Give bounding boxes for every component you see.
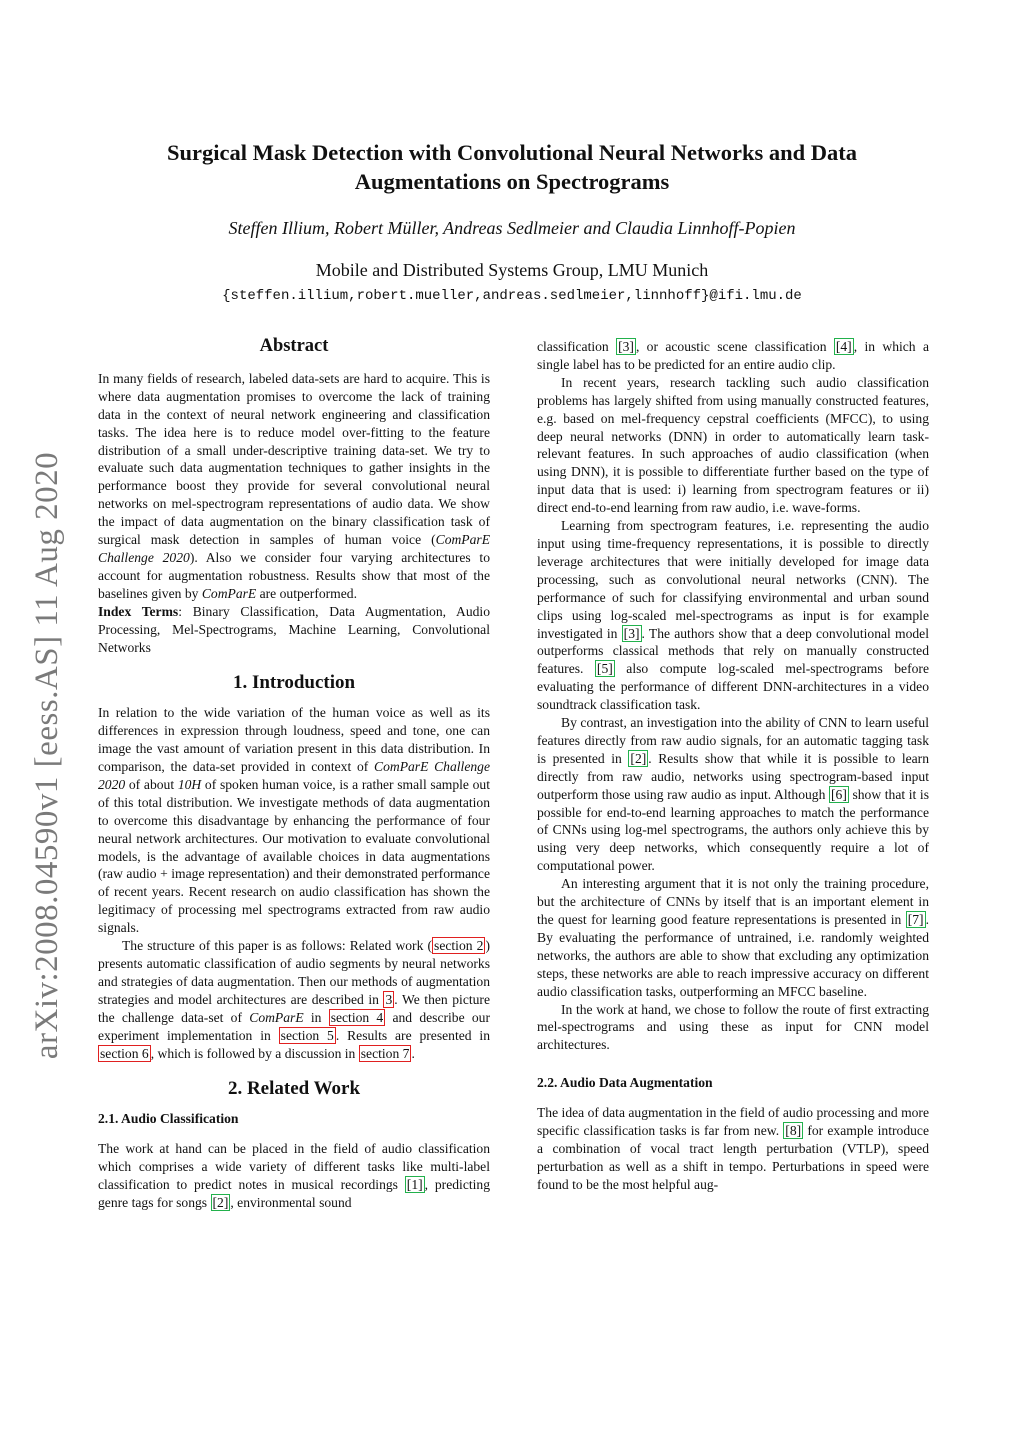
citation-8-link[interactable]: [8] <box>785 1123 802 1139</box>
related-paragraph-5: An interesting argument that it is not only the training procedure, but the architecture of CNNs by itself that is an important element in the quest for learning good feature representations is presented in [7] . By evaluating the performance of untrained, i.e. randomly weighted networks, the authors are able to show that excluding any optimization steps, these networks are able to reach impressive accuracy on different audio classification tasks, outperforming an MFCC baseline. <box>537 876 929 999</box>
citation-4-link[interactable]: [4] <box>835 339 852 354</box>
section-2-link[interactable]: section 2 <box>434 938 484 954</box>
related-paragraph-2: In recent years, research tackling such audio classification problems has largely shifted from using manually constructed features, e.g. based on mel-frequency cepstral coefficients (MFCC), to using deep neural networks (DNN) in order to automatically learn task-relevant features. In such approaches of audio classification (when using DNN), it is possible to differentiate further based on the type of input data that is used: i) learning from spectrogram features or ii) direct end-to-end learning from raw audio, i.e. wave-forms. <box>537 374 929 516</box>
author-list: Steffen Illium, Robert Müller, Andreas Sedlmeier and Claudia Linnhoff-Popien <box>228 218 796 238</box>
section-heading-related-work: 2. Related Work <box>227 1078 361 1100</box>
related-paragraph-1: The work at hand can be placed in the field of audio classification which comprises a wide variety of different tasks like multi-label classification to predict notes in musical recordings [1] , predicting genre tags for songs [2] , environmental sound <box>98 1141 490 1210</box>
citation-1-link[interactable]: [1] <box>406 1177 423 1193</box>
related-paragraph-6: In the work at hand, we chose to follow the route of first extracting mel-spectrograms and using these as input for CNN model architectures. <box>537 1001 929 1053</box>
arxiv-id-text: arXiv:2008.04590v1 [eess.AS] 11 Aug 2020 <box>29 451 66 1059</box>
section-heading-introduction: 1. Introduction <box>232 672 356 694</box>
related-paragraph-4: By contrast, an investigation into the ability of CNN to learn useful features directly from raw audio signals, for an automatic tagging task is presented in [2] . Results show that while it is possible to learn directly from raw audio, networks using spectrogram-based input outperform those using raw audio as input. Although [6] show that it is possible for end-to-end learning approaches to match the performance of CNNs using log-mel spectrograms, the authors only achieve this by using very deep networks, which consequently require a lot of computational power. <box>537 715 929 874</box>
citation-7-link[interactable]: [7] <box>907 912 924 927</box>
citation-2-link[interactable]: [2] <box>630 750 647 766</box>
left-column <box>98 338 490 1212</box>
affiliation: Mobile and Distributed Systems Group, LMU Munich <box>315 260 709 280</box>
citation-2-link[interactable]: [2] <box>212 1194 229 1210</box>
paper-title: Surgical Mask Detection with Convolutional Neural Networks and Data Augmentations on Spectrograms <box>167 140 857 194</box>
section-3-link[interactable]: 3 <box>385 991 393 1007</box>
citation-3-link[interactable]: [3] <box>618 339 634 354</box>
right-column <box>537 338 929 1194</box>
citation-5-link[interactable]: [5] <box>596 661 613 677</box>
related-paragraph-3: Learning from spectrogram features, i.e. representing the audio input using time-frequency representations, it is possible to directly leverage architectures that were initially developed for image data processing, such as convolutional neural networks (CNN). The performance of such for classifying environmental and urban sound clips using log-scaled mel-spectrograms as input is for example investigated in [3] . The authors show that a deep convolutional model outperforms classical methods that rely on manually constructed features. [5] also compute log-scaled mel-spectrograms before evaluating the performance of different DNN-architectures in a video soundtrack classification task. <box>537 518 929 713</box>
section-5-link[interactable]: section 5 <box>280 1027 334 1043</box>
author-emails: {steffen.illium,robert.mueller,andreas.sedlmeier,linnhoff}@ifi.lmu.de <box>222 288 802 304</box>
citation-3-link[interactable]: [3] <box>623 625 640 641</box>
intro-paragraph-2: The structure of this paper is as follows: Related work ( section 2 ) presents automatic classification of audio segments by neural networks and strategies of data augmentation. Then our methods of augmentation strategies and model architectures are described in 3 . We then picture the challenge data-set of ComParE in section 4 and describe our experiment implementation in section 5 . Results are presented in section 6 , which is followed by a discussion in section 7 . <box>98 938 491 1061</box>
subsection-heading-audio-classification: 2.1. Audio Classification <box>98 1111 239 1127</box>
arxiv-identifier <box>18 440 78 1070</box>
section-6-link[interactable]: section 6 <box>100 1045 149 1061</box>
intro-paragraph-1: In relation to the wide variation of the human voice as well as its differences in expression through loudness, speed and tone, one can image the vast amount of variation present in this data distribution. In comparison, the data-set provided in context of ComParE Challenge 2020 of about 10H of spoken human voice, is a rather small sample out of this total distribution. We investigate methods of data augmentation to overcome this disadvantage by enhancing the performance of four neural network architectures. Our motivation to evaluate convolutional models, is the advantage of available choices in data augmentations (raw audio + image representation) and their demonstrated performance of recent years. Recent research on audio classification has shown the legitimacy of processing mel spectrograms extracted from raw audio signals. <box>98 705 490 936</box>
abstract-body: In many fields of research, labeled data-sets are hard to acquire. This is where data augmentation promises to overcome the lack of training data in the context of neural network engineering and classification tasks. The idea here is to reduce model over-fitting to the feature distribution of a small under-descriptive training data-set. We try to evaluate such data augmentation techniques to gather insights in the performance boost they provide for several convolutional neural networks on mel-spectrogram representations of audio data. We show the impact of data augmentation on the binary classification task of surgical mask detection in samples of human voice (ComParE Challenge 2020). Also we consider four varying architectures to account for augmentation robustness. Results show that most of the baselines given by ComParE are outperformed. <box>98 370 490 601</box>
section-4-link[interactable]: section 4 <box>330 1009 384 1025</box>
related-paragraph-1-cont: classification [3] , or acoustic scene classification [4] , in which a single label has to be predicted for an entire audio clip. <box>537 339 929 372</box>
citation-6-link[interactable]: [6] <box>831 786 847 802</box>
section-7-link[interactable]: section 7 <box>360 1045 410 1061</box>
subsection-heading-audio-data-augmentation: 2.2. Audio Data Augmentation <box>537 1075 713 1091</box>
augmentation-paragraph-1: The idea of data augmentation in the field of audio processing and more specific classification tasks is far from new. [8] for example introduce a combination of vocal tract length perturbation (VTLP), speed perturbation as well as a shift in tempo. Perturbations in speed were found to be the most helpful aug- <box>537 1105 929 1192</box>
index-terms: Index Terms: Binary Classification, Data Augmentation, Audio Processing, Mel-Spectrograms, Machine Learning, Convolutional Networks <box>98 603 490 655</box>
abstract-heading: Abstract <box>259 336 329 356</box>
